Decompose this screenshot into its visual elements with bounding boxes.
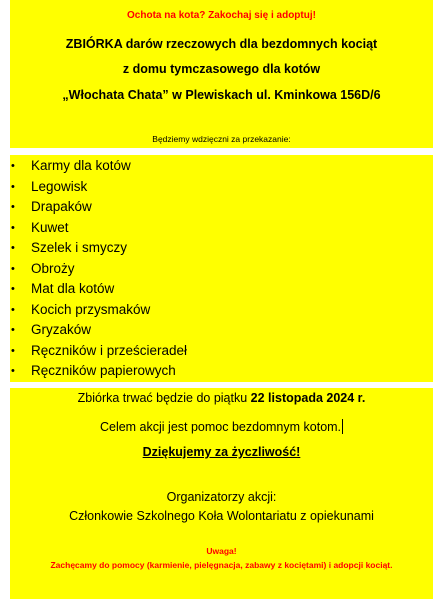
list-item-label: Ręczników i prześcieradeł (31, 342, 188, 358)
list-item (10, 156, 433, 177)
bullet-icon: • (11, 303, 15, 316)
title-line-2: z domu tymczasowego dla kotów (122, 62, 321, 76)
goal-text: Celem akcji jest pomoc bezdomnym kotom. (99, 420, 342, 434)
bullet-icon: • (11, 201, 15, 213)
bullet-icon: • (11, 324, 15, 336)
goal-line (10, 419, 433, 434)
list-item-label: Gryzaków (31, 322, 92, 337)
header-panel (10, 0, 433, 148)
list-item-label: Legowisk (31, 178, 88, 194)
bullet-icon: • (11, 365, 15, 377)
tagline: Ochota na kota? Zakochaj się i adoptuj! (127, 10, 316, 21)
organizers-label: Organizatorzy akcji: (166, 490, 277, 504)
bullet-icon: • (11, 160, 15, 172)
items-list (10, 156, 433, 382)
duration-prefix: Zbiórka trwać będzie do piątku (77, 391, 251, 405)
note-text: Zachęcamy do pomocy (karmienie, pielęgnacja, zabawy z kociętami) i adopcji kociąt. (50, 560, 393, 570)
bullet-icon: • (11, 262, 15, 275)
list-item-label: Obroży (31, 260, 75, 276)
list-item-label: Drapaków (31, 199, 92, 214)
list-item (10, 259, 433, 280)
list-item (10, 320, 433, 341)
list-item-label: Szelek i smyczy (31, 240, 128, 255)
intro-text: Będziemy wdzięczni za przekazanie: (152, 134, 291, 144)
list-item (10, 177, 433, 198)
bullet-icon: • (11, 221, 15, 234)
items-panel (10, 155, 433, 382)
list-item-label: Karmy dla kotów (31, 158, 131, 173)
thanks-text: Dziękujemy za życzliwość! (142, 445, 301, 459)
duration-line (10, 391, 433, 405)
title-line-3: „Włochata Chata” w Plewiskach ul. Kminkowa 156D/6 (62, 88, 381, 102)
organizers-text: Członkowie Szkolnego Koła Wolontariatu z opiekunami (69, 509, 374, 523)
bullet-icon: • (11, 344, 15, 357)
title-line-1: ZBIÓRKA darów rzeczowych dla bezdomnych kociąt (65, 37, 378, 51)
list-item (10, 341, 433, 362)
list-item (10, 218, 433, 239)
list-item-label: Ręczników papierowych (31, 363, 176, 378)
bullet-icon: • (11, 180, 15, 193)
footer-panel (10, 388, 433, 599)
list-item-label: Kuwet (31, 219, 69, 235)
note-title: Uwaga! (206, 546, 237, 556)
text-cursor (342, 419, 343, 434)
duration-date: 22 listopada 2024 r. (250, 391, 366, 405)
bullet-icon: • (11, 242, 15, 254)
list-item (10, 279, 433, 300)
list-item-label: Kocich przysmaków (31, 301, 151, 317)
list-item (10, 300, 433, 321)
list-item-label: Mat dla kotów (31, 281, 115, 296)
list-item (10, 197, 433, 218)
list-item (10, 238, 433, 259)
bullet-icon: • (11, 283, 15, 295)
list-item (10, 361, 433, 382)
thanks-line (10, 445, 433, 459)
